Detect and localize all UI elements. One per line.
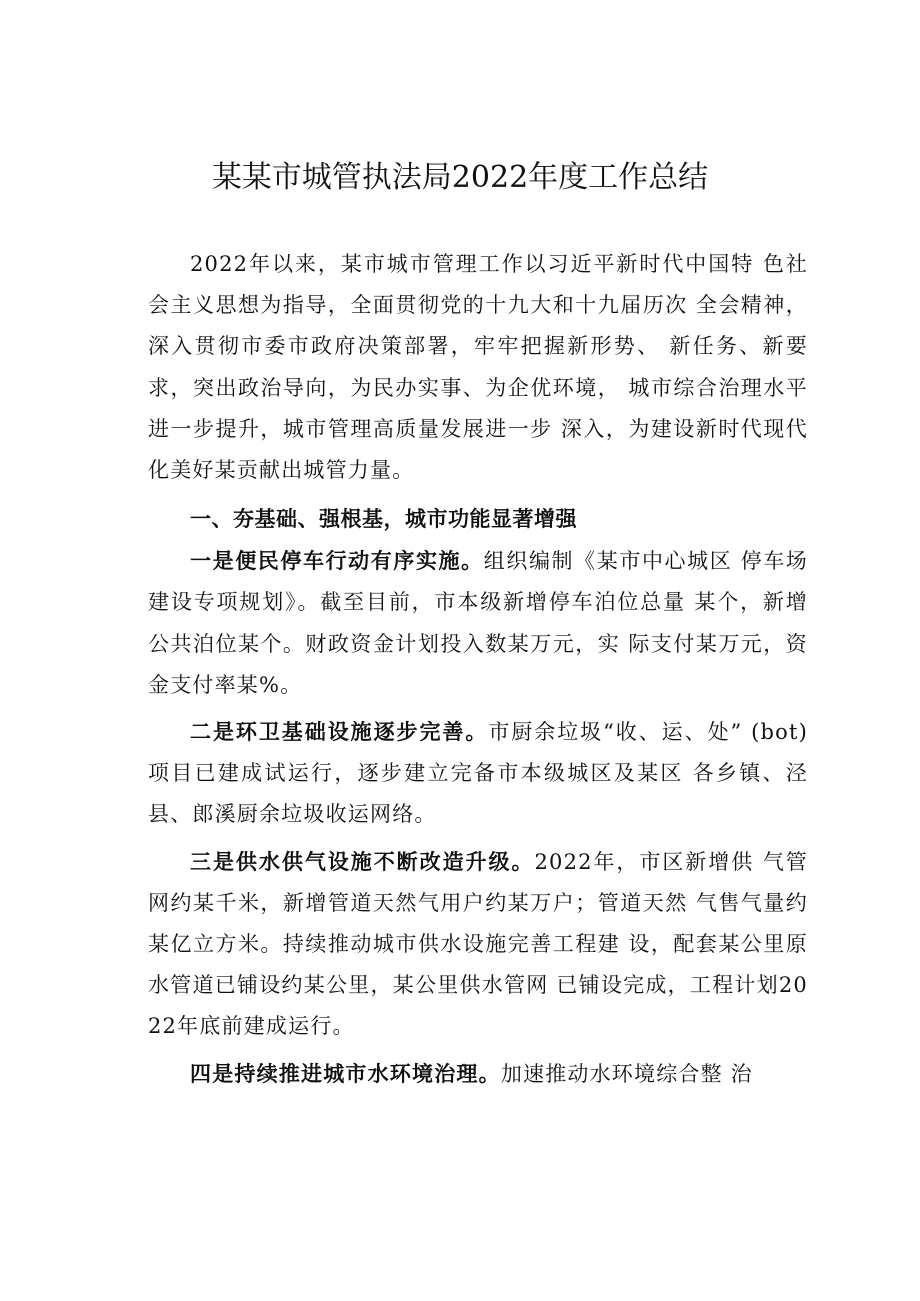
item-lead-4: 四是持续推进城市水环境治理。 (190, 1061, 501, 1086)
item-text-3: 2022年，市区新增供 气管网约某千米，新增管道天然气用户约某万户；管道天然 气售气量约某亿立方米。持续推动城市供水设施完善工程建 设，配套某公里原水管道已铺设约某公里，某公里供水管网 已铺设完成，工程计划2022年底前建成运行。 (148, 849, 809, 1039)
item-paragraph-3 (148, 842, 808, 1048)
section-heading: 一、夯基础、强根基，城市功能显著增强 (190, 507, 577, 532)
item-text-1: 组织编制《某市中心城区 停车场建设专项规划》。截至目前，市本级新增停车泊位总量 某个，新增公共泊位某个。财政资金计划投入数某万元，实 际支付某万元，资金支付率某%。 (148, 549, 808, 697)
item-text-2: 市厨余垃圾“收、运、处” (bot)项目已建成试运行，逐步建立完备市本级城区及某区 各乡镇、泾县、郎溪厨余垃圾收运网络。 (148, 720, 808, 827)
item-paragraph-2 (148, 712, 808, 836)
item-paragraph-4 (148, 1054, 808, 1095)
item-lead-3: 三是供水供气设施不断改造升级。 (190, 849, 535, 874)
document-body (148, 244, 808, 1095)
item-text-4: 加速推动水环境综合整 治 (500, 1061, 753, 1086)
document-title: 某某市城管执法局2022年度工作总结 (211, 160, 709, 195)
item-paragraph-1 (148, 541, 808, 706)
item-lead-2: 二是环卫基础设施逐步完善。 (190, 720, 489, 745)
intro-paragraph: 2022年以来，某市城市管理工作以习近平新时代中国特 色社会主义思想为指导，全面贯彻党的十九大和十九届历次 全会精神，深入贯彻市委市政府决策部署，牢牢把握新形势、 新任务、新要求，突出政治导向，为民办实事、为企优环境， 城市综合治理水平进一步提升，城市管理高质量发展进一步 深入，为建设新时代现代化美好某贡献出城管力量。 (148, 252, 808, 483)
item-lead-1: 一是便民停车行动有序实施。 (190, 549, 484, 574)
